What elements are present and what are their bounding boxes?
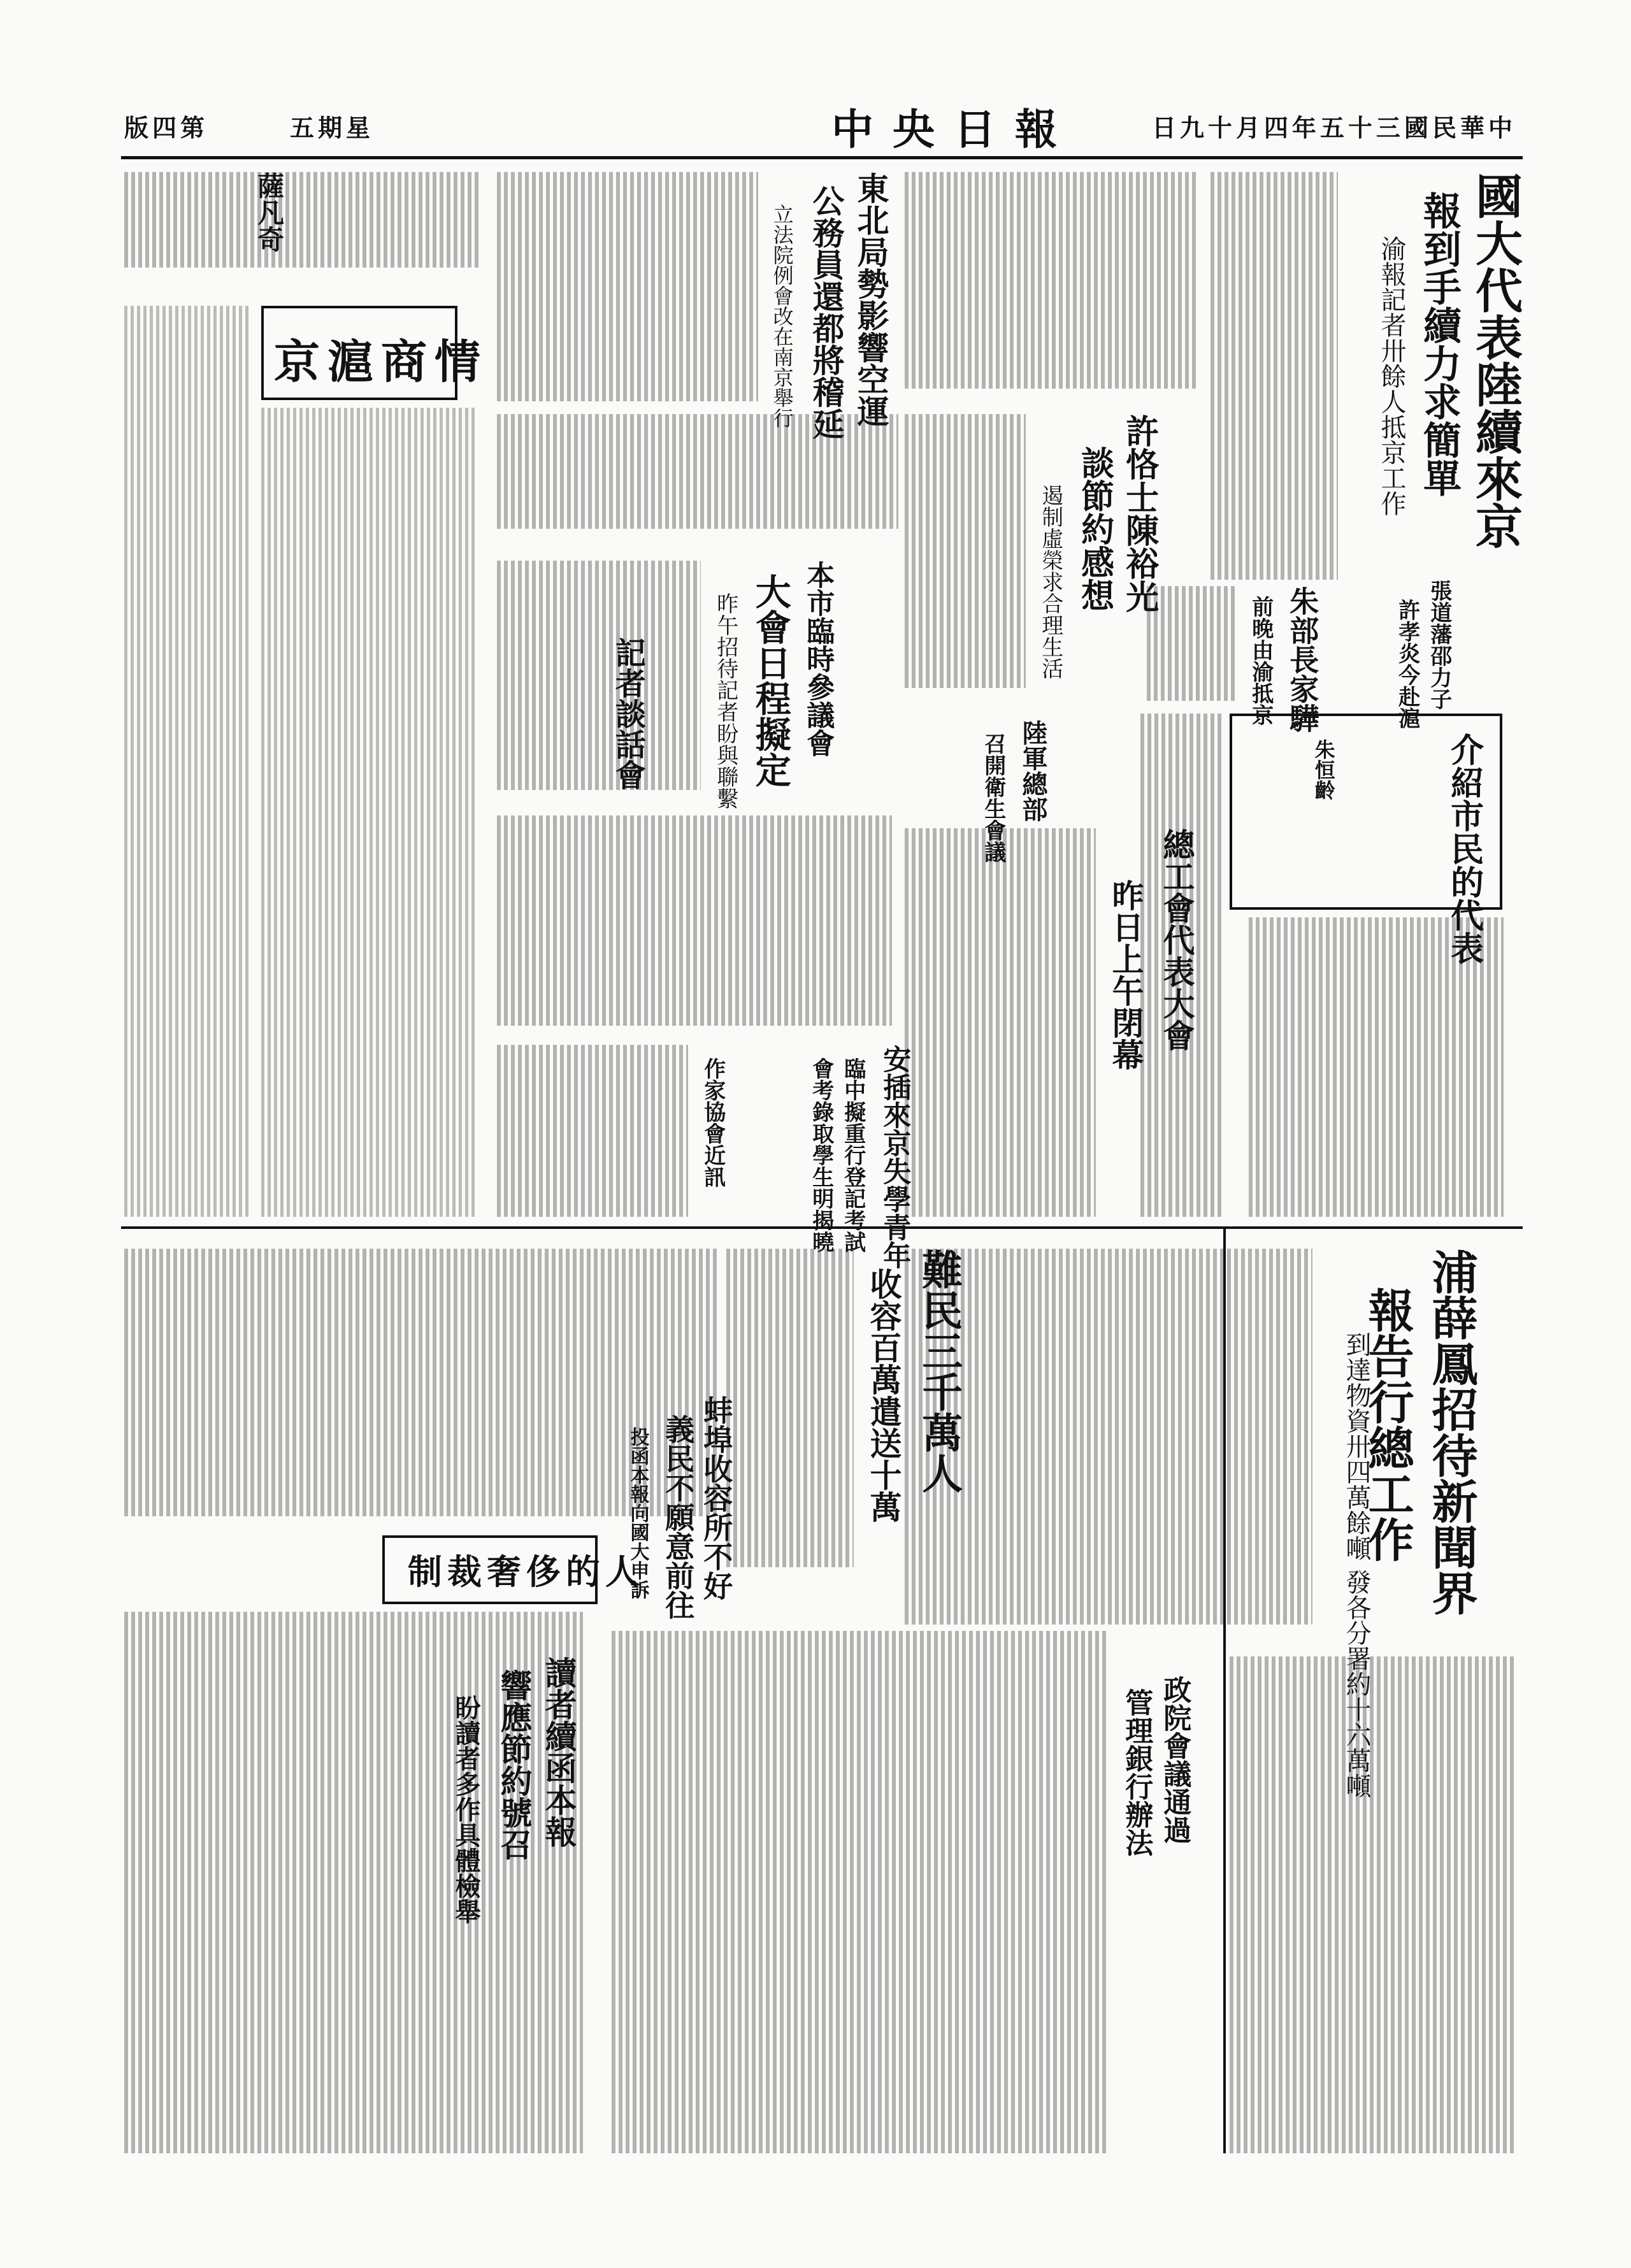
article-text [905,414,1026,688]
article-text [497,414,898,529]
subhead-6: 朱恒齡 [1311,739,1336,800]
deck-7: 昨午招待記者盼與聯繫 [712,592,738,809]
subhead-17: 響應節約號召 [495,1669,533,1860]
subhead-14: 收容百萬遣送十萬 [865,1268,903,1523]
article-text [497,561,701,790]
article-text [497,172,758,401]
article-text [726,1249,854,1567]
article-text [612,1631,1109,2153]
article-text [124,1249,717,1516]
deck-1: 渝報記者卅餘人抵京工作 [1377,236,1406,516]
deck-3: 遏制虛榮求合理生活 [1037,484,1063,679]
subhead-15: 義民不願意前往 [661,1414,696,1619]
deck-17: 盼讀者多作具體檢舉 [451,1695,481,1924]
subhead-1: 報到手續力求簡單 [1417,191,1462,497]
subhead-18: 管理銀行辦法 [1120,1688,1153,1856]
masthead-rule [121,156,1523,159]
article-text [497,1045,688,1217]
headline-5: 張道藩邵力子 [1426,580,1452,710]
subhead-13: 報告行總工作 [1360,1287,1415,1562]
headline-7: 本市臨時參議會 [801,561,835,757]
market-table [261,408,478,1217]
headline-20: 薩凡奇 [254,172,285,252]
subhead-8: 召開衛生會議 [980,733,1006,863]
subhead-3: 談節約感想 [1075,446,1114,612]
headline-4: 朱部長家驊 [1285,586,1320,733]
headline-16: 制裁奢侈的人 [408,1551,645,1592]
headline-3: 許恪士陳裕光 [1119,414,1159,613]
subhead-4: 前晚由渝抵京 [1247,596,1274,726]
headline-11: 安插來京失學青年 [878,1045,911,1269]
subhead-2: 公務員還都將稽延 [807,185,845,440]
article-text [905,1249,1312,1625]
article-text [905,828,1096,1217]
subhead-11: 臨中擬重行登記考試 [840,1058,866,1252]
deck-15: 投函本報向國大申訴 [626,1427,649,1599]
weekday: 五期星 [290,113,375,142]
headline-12: 作家協會近訊 [700,1058,726,1188]
deck-13: 到達物資卅四萬餘噸 發各分署約十六萬噸 [1342,1331,1371,1798]
page-number: 版四第 [124,113,209,142]
headline-19: 京滬商情 [274,334,489,389]
article-text [1249,917,1504,1217]
headline-13: 浦薛鳳招待新聞界 [1424,1249,1479,1616]
headline-9: 總工會代表大會 [1158,828,1196,1051]
article-text [1230,1656,1516,2153]
subhead-5: 許孝炎今赴滬 [1394,599,1420,729]
headline-15: 蚌埠收容所不好 [699,1395,734,1600]
market-table [124,306,252,1217]
subhead-9: 昨日上午閉幕 [1107,879,1145,1070]
article-text [1147,586,1236,701]
headline-8: 陸軍總部 [1018,720,1048,822]
headline-17: 讀者續函本報 [540,1656,578,1848]
article-text [1211,172,1338,580]
headline-2: 東北局勢影響空運 [852,172,890,427]
article-text [905,172,1198,389]
headline-1: 國大代表陸續來京 [1468,172,1523,549]
headline-18: 政院會議通過 [1158,1676,1191,1844]
issue-date: 日九十月四年五十三國民華中 [1151,113,1516,142]
deck-2: 立法院例會改在南京舉行 [770,204,794,428]
headline-14: 難民三千萬人 [915,1249,963,1493]
newspaper-title: 中央日報 [831,104,1076,154]
deck-11: 會考錄取學生明揭曉 [808,1058,834,1252]
article-text [124,172,481,268]
headline-10: 記者談話會 [610,637,646,790]
headline-6: 介紹市民的代表 [1444,733,1484,965]
subhead-7: 大會日程擬定 [749,573,792,787]
article-text [497,815,892,1026]
masthead [124,96,1516,152]
